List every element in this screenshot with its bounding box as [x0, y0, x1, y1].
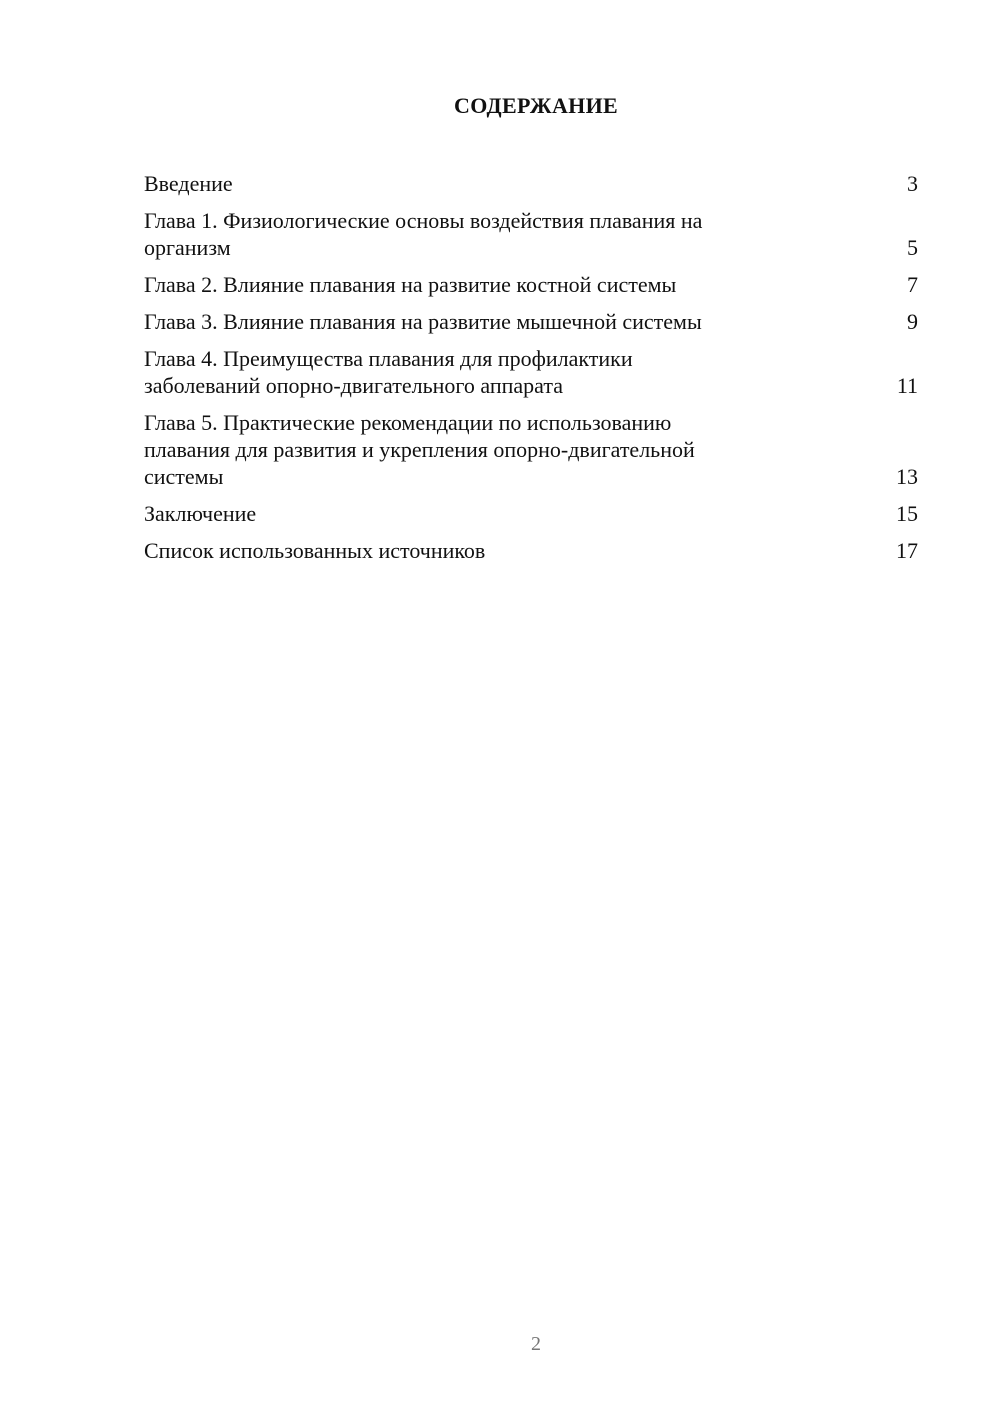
toc-entry-chapter-4 [144, 345, 918, 399]
toc-entry-page: 7 [907, 272, 918, 297]
toc-entry-title: Глава 5. Практические рекомендации по использованию плавания для развития и укрепления опорно-двигательной системы [144, 410, 695, 489]
toc-entry-chapter-3 [144, 308, 918, 335]
toc-entry-introduction [144, 170, 918, 197]
page-title: СОДЕРЖАНИЕ [454, 93, 618, 118]
toc-entry-conclusion [144, 500, 918, 527]
toc-entry-title: Введение [144, 171, 233, 196]
toc-entry-page: 5 [907, 235, 918, 260]
toc-entry-title: Заключение [144, 501, 257, 526]
toc-entry-page: 3 [907, 171, 918, 196]
toc-entry-title: Глава 1. Физиологические основы воздействия плавания на организм [144, 208, 703, 260]
toc-entry-page: 11 [896, 373, 918, 398]
toc-entry-title: Глава 3. Влияние плавания на развитие мышечной системы [144, 309, 702, 334]
toc-entry-title: Глава 2. Влияние плавания на развитие костной системы [144, 272, 677, 297]
toc-entry-references [144, 537, 918, 564]
toc-entry-chapter-2 [144, 271, 918, 298]
toc-entry-chapter-1 [144, 207, 918, 261]
toc-entry-page: 13 [896, 464, 918, 489]
toc-entry-page: 9 [907, 309, 918, 334]
toc-entry-title: Список использованных источников [144, 538, 486, 563]
page-number: 2 [531, 1333, 541, 1355]
toc-entry-chapter-5 [144, 409, 918, 490]
toc-entry-page: 17 [896, 538, 918, 563]
table-of-contents [144, 170, 918, 574]
toc-entry-title: Глава 4. Преимущества плавания для профилактики заболеваний опорно-двигательного аппарата [144, 346, 633, 398]
toc-entry-page: 15 [896, 501, 918, 526]
